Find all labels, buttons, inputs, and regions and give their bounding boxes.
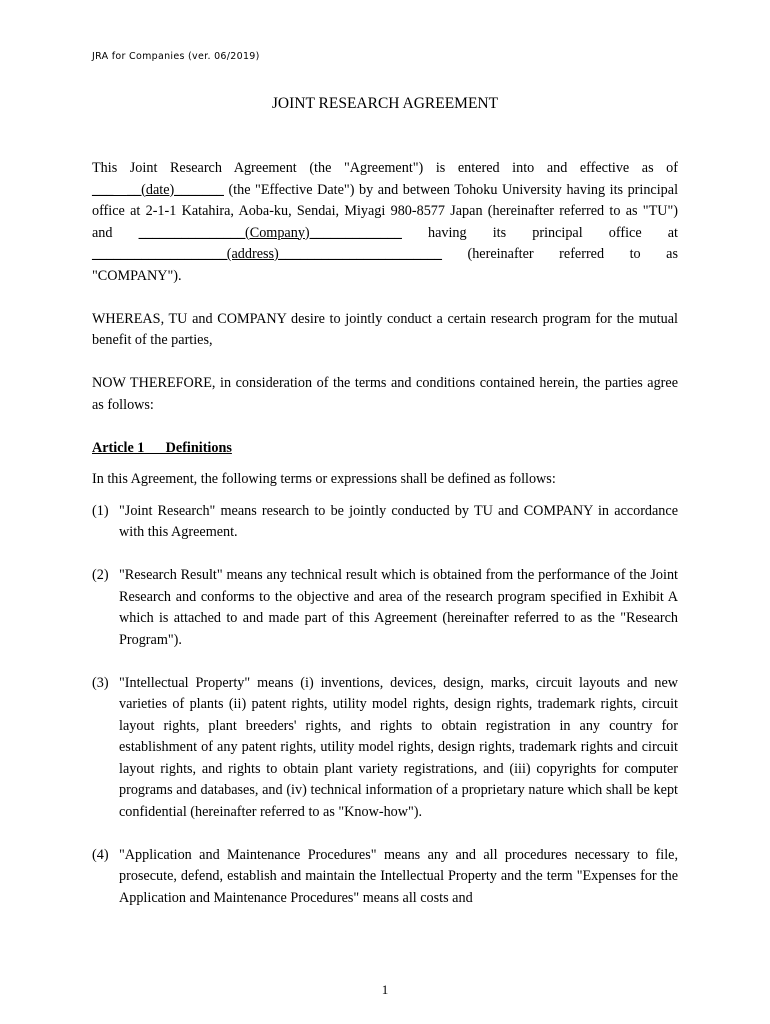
now-therefore-paragraph: NOW THEREFORE, in consideration of the terms and conditions contained herein, the parties agree as follows: xyxy=(92,375,678,413)
intro-paragraph xyxy=(92,158,678,287)
document-body xyxy=(92,158,678,931)
definition-item xyxy=(92,501,678,544)
definition-number: (1) xyxy=(92,502,109,519)
date-blank-pre: ___ xyxy=(92,181,127,198)
address-blank: ___________________(address)_______________________ xyxy=(92,246,442,262)
intro-text-2: (the "Effective Date") by and between Tohoku University having its principal office at 2-1-1 Katahira, Aoba-ku, Sendai, Miyagi 980-8577 Japan (hereinafter referred to as "TU") and xyxy=(92,181,679,241)
definition-item xyxy=(92,673,678,824)
intro-text-4: (hereinafter referred to as "COMPANY"). xyxy=(92,246,678,284)
company-blank: _______________(Company)_____________ xyxy=(138,224,402,241)
document-title: JOINT RESEARCH AGREEMENT xyxy=(271,95,499,112)
intro-text-1: This Joint Research Agreement (the "Agreement") is entered into and effective as of xyxy=(92,160,678,176)
definition-number: (4) xyxy=(92,846,109,863)
definition-number: (2) xyxy=(92,567,109,583)
definition-text: "Joint Research" means research to be jointly conducted by TU and COMPANY in accordance with this Agreement. xyxy=(119,502,678,540)
definition-text: "Application and Maintenance Procedures" means any and all procedures necessary to file, prosecute, defend, establish and maintain the Intellectual Property and the term "Expenses for the Application and Maintenance Procedures" means all costs and xyxy=(119,846,678,906)
date-blank: __(date)_______ xyxy=(126,181,224,198)
whereas-paragraph: WHEREAS, TU and COMPANY desire to jointly conduct a certain research program for the mutual benefit of the parties, xyxy=(92,310,678,348)
article-1-heading: Article 1 Definitions xyxy=(92,439,232,456)
header-version-note: JRA for Companies (ver. 06/2019) xyxy=(92,51,260,62)
intro-text-3: having its principal office at xyxy=(401,224,678,241)
article-1-lead: In this Agreement, the following terms or expressions shall be defined as follows: xyxy=(92,471,556,487)
definition-item xyxy=(92,845,678,910)
definition-item xyxy=(92,565,678,651)
definition-text: "Intellectual Property" means (i) inventions, devices, design, marks, circuit layouts and new varieties of plants (ii) patent rights, utility model rights, design rights, trademark rights, circuit layout rights, plant breeders' rights, and rights to obtain registration in any country for establishment of any patent rights, utility model rights, design rights, trademark rights and circuit layout rights, and rights to obtain plant variety registrations, and (iii) copyrights for computer programs and databases, and (iv) technical information of a proprietary nature which shall be kept confidential (hereinafter referred to as "Know-how"). xyxy=(119,674,678,820)
page-number: 1 xyxy=(381,982,389,997)
definition-number: (3) xyxy=(92,674,109,691)
definition-text: "Research Result" means any technical result which is obtained from the performance of the Joint Research and conforms to the objective and area of the research program specified in Exhibit A which is attached to and made part of this Agreement (hereinafter referred to as the "Research Program"). xyxy=(119,567,678,648)
